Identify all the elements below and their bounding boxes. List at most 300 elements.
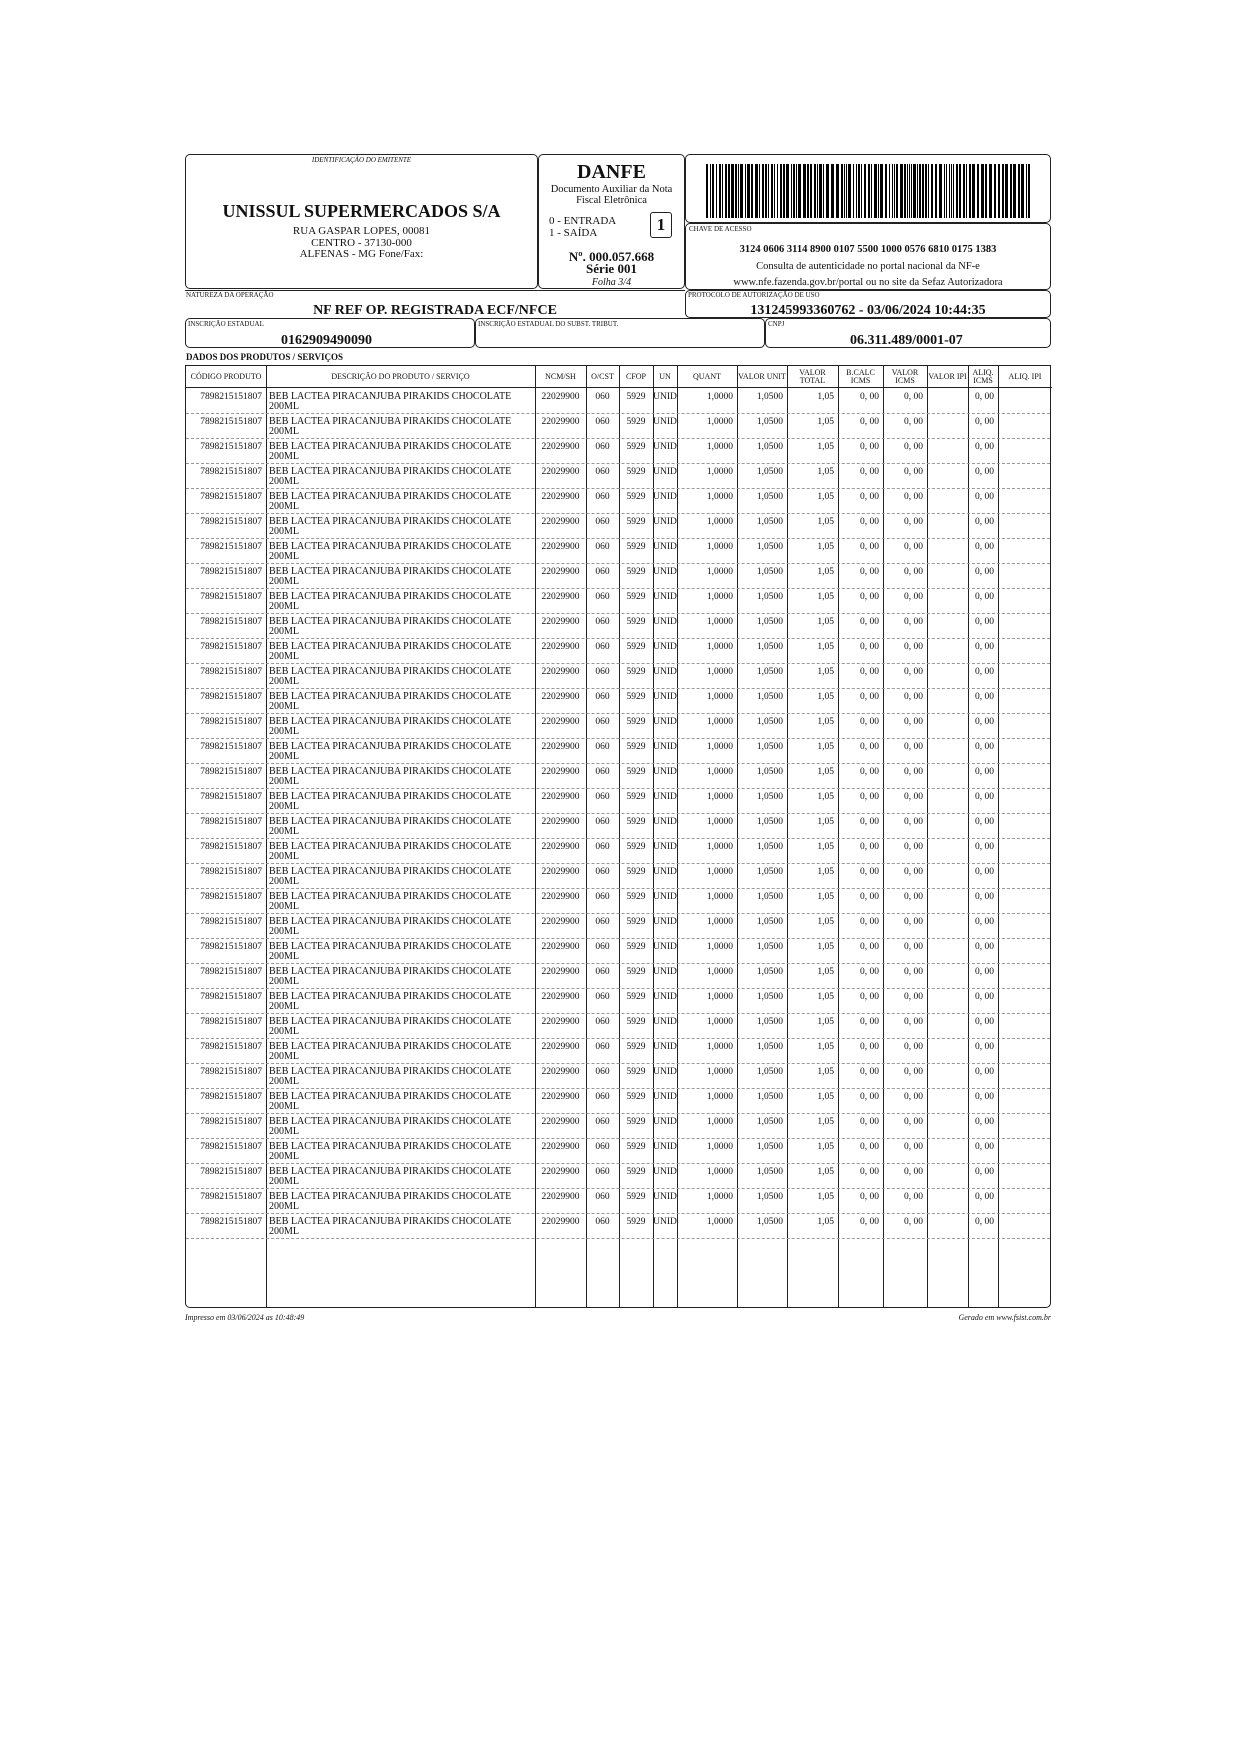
cell-cst: 060 — [595, 517, 610, 527]
table-row — [186, 438, 1050, 464]
cell-valor-total: 1,05 — [817, 667, 834, 677]
cell-valor-total: 1,05 — [817, 692, 834, 702]
cell-cfop: 5929 — [626, 392, 646, 402]
cell-bcalc-icms: 0, 00 — [860, 1117, 879, 1127]
cell-valor-unit: 1,0500 — [756, 1067, 783, 1077]
cell-valor-icms: 0, 00 — [904, 1217, 923, 1227]
cell-cfop: 5929 — [626, 1217, 646, 1227]
cell-descricao: BEB LACTEA PIRACANJUBA PIRAKIDS CHOCOLATE 200ML — [269, 1166, 512, 1187]
cell-cfop: 5929 — [626, 992, 646, 1002]
cell-aliq-icms: 0, 00 — [975, 867, 994, 877]
barcode-bar — [956, 164, 958, 218]
cell-ncm: 22029900 — [541, 1217, 580, 1227]
barcode-bar — [826, 164, 829, 218]
cell-descricao: BEB LACTEA PIRACANJUBA PIRAKIDS CHOCOLATE 200ML — [269, 616, 512, 637]
cell-quant: 1,0000 — [706, 742, 733, 752]
cell-descricao: BEB LACTEA PIRACANJUBA PIRAKIDS CHOCOLATE 200ML — [269, 441, 512, 462]
table-row — [186, 713, 1050, 739]
cell-codigo: 7898215151807 — [200, 792, 262, 802]
cell-codigo: 7898215151807 — [200, 1042, 262, 1052]
column-header: UN — [653, 366, 677, 388]
cell-bcalc-icms: 0, 00 — [860, 917, 879, 927]
cell-codigo: 7898215151807 — [200, 492, 262, 502]
cell-valor-unit: 1,0500 — [756, 642, 783, 652]
cell-un: UNID — [653, 1142, 677, 1152]
cell-bcalc-icms: 0, 00 — [860, 967, 879, 977]
cell-un: UNID — [653, 1192, 677, 1202]
cell-cst: 060 — [595, 992, 610, 1002]
barcode-bar — [844, 164, 845, 218]
barcode-bar — [900, 164, 903, 218]
table-row — [186, 1063, 1050, 1089]
barcode-bar — [922, 164, 924, 218]
emitente-box — [185, 154, 538, 289]
cell-un: UNID — [653, 1067, 677, 1077]
cell-codigo: 7898215151807 — [200, 442, 262, 452]
cell-cfop: 5929 — [626, 867, 646, 877]
cell-un: UNID — [653, 942, 677, 952]
cell-aliq-icms: 0, 00 — [975, 692, 994, 702]
cell-ncm: 22029900 — [541, 417, 580, 427]
cell-codigo: 7898215151807 — [200, 892, 262, 902]
cell-valor-icms: 0, 00 — [904, 992, 923, 1002]
cell-codigo: 7898215151807 — [200, 1092, 262, 1102]
cell-un: UNID — [653, 742, 677, 752]
cell-quant: 1,0000 — [706, 1217, 733, 1227]
cell-valor-icms: 0, 00 — [904, 1092, 923, 1102]
table-row — [186, 463, 1050, 489]
barcode-box — [685, 154, 1051, 223]
cell-valor-unit: 1,0500 — [756, 1117, 783, 1127]
cell-bcalc-icms: 0, 00 — [860, 842, 879, 852]
cell-cfop: 5929 — [626, 467, 646, 477]
barcode-bar — [765, 164, 767, 218]
cell-aliq-icms: 0, 00 — [975, 517, 994, 527]
cell-ncm: 22029900 — [541, 1167, 580, 1177]
company-address — [186, 226, 537, 261]
cell-bcalc-icms: 0, 00 — [860, 467, 879, 477]
column-header: ALIQ. IPI — [998, 366, 1052, 388]
cell-quant: 1,0000 — [706, 867, 733, 877]
cell-valor-total: 1,05 — [817, 542, 834, 552]
barcode-bar — [841, 164, 843, 218]
barcode-bar — [1028, 164, 1030, 218]
cell-valor-icms: 0, 00 — [904, 967, 923, 977]
protocolo-value: 131245993360762 - 03/06/2024 10:44:35 — [750, 303, 986, 318]
cell-ncm: 22029900 — [541, 392, 580, 402]
cell-un: UNID — [653, 1042, 677, 1052]
cell-ncm: 22029900 — [541, 1117, 580, 1127]
cell-codigo: 7898215151807 — [200, 1067, 262, 1077]
barcode-bar — [969, 164, 971, 218]
cell-quant: 1,0000 — [706, 1042, 733, 1052]
cell-cst: 060 — [595, 392, 610, 402]
cell-codigo: 7898215151807 — [200, 767, 262, 777]
cell-valor-icms: 0, 00 — [904, 1067, 923, 1077]
cell-cst: 060 — [595, 1217, 610, 1227]
cell-un: UNID — [653, 667, 677, 677]
cell-valor-unit: 1,0500 — [756, 517, 783, 527]
column-header: CÓDIGO PRODUTO — [186, 366, 266, 388]
cell-valor-icms: 0, 00 — [904, 917, 923, 927]
cell-codigo: 7898215151807 — [200, 517, 262, 527]
table-row — [186, 1113, 1050, 1139]
table-row — [186, 1163, 1050, 1189]
cell-un: UNID — [653, 717, 677, 727]
cell-quant: 1,0000 — [706, 542, 733, 552]
cell-valor-total: 1,05 — [817, 592, 834, 602]
barcode-bar — [783, 164, 785, 218]
cell-cst: 060 — [595, 1092, 610, 1102]
cell-ncm: 22029900 — [541, 642, 580, 652]
cell-bcalc-icms: 0, 00 — [860, 517, 879, 527]
entrada-label: 0 - ENTRADA — [549, 215, 617, 227]
barcode-bar — [751, 164, 753, 218]
natureza-box — [185, 290, 685, 318]
cell-bcalc-icms: 0, 00 — [860, 817, 879, 827]
protocolo-box — [685, 290, 1051, 318]
barcode-bar — [1021, 164, 1024, 218]
cell-valor-total: 1,05 — [817, 1167, 834, 1177]
cell-quant: 1,0000 — [706, 992, 733, 1002]
cell-descricao: BEB LACTEA PIRACANJUBA PIRAKIDS CHOCOLATE 200ML — [269, 666, 512, 687]
cell-valor-unit: 1,0500 — [756, 617, 783, 627]
barcode-bar — [917, 164, 918, 218]
barcode-bar — [894, 164, 895, 218]
cell-descricao: BEB LACTEA PIRACANJUBA PIRAKIDS CHOCOLATE 200ML — [269, 816, 512, 837]
cell-aliq-icms: 0, 00 — [975, 842, 994, 852]
cell-valor-unit: 1,0500 — [756, 1042, 783, 1052]
cell-bcalc-icms: 0, 00 — [860, 1192, 879, 1202]
cell-valor-icms: 0, 00 — [904, 667, 923, 677]
cell-codigo: 7898215151807 — [200, 817, 262, 827]
barcode-bar — [946, 164, 947, 218]
cell-quant: 1,0000 — [706, 1067, 733, 1077]
cell-codigo: 7898215151807 — [200, 992, 262, 1002]
chave-value: 3124 0606 3114 8900 0107 5500 1000 0576 6810 0175 1383 — [739, 244, 997, 255]
inscricao-st-caption: INSCRIÇÃO ESTADUAL DO SUBST. TRIBUT. — [478, 320, 619, 328]
cell-valor-icms: 0, 00 — [904, 692, 923, 702]
barcode-bar — [994, 164, 996, 218]
cell-descricao: BEB LACTEA PIRACANJUBA PIRAKIDS CHOCOLATE 200ML — [269, 516, 512, 537]
cell-bcalc-icms: 0, 00 — [860, 792, 879, 802]
barcode-bar — [913, 164, 916, 218]
cell-valor-total: 1,05 — [817, 617, 834, 627]
impresso-em: Impresso em 03/06/2024 as 10:48:49 — [185, 1313, 305, 1322]
table-row — [186, 1138, 1050, 1164]
cell-quant: 1,0000 — [706, 717, 733, 727]
cell-valor-unit: 1,0500 — [756, 767, 783, 777]
cell-descricao: BEB LACTEA PIRACANJUBA PIRAKIDS CHOCOLATE 200ML — [269, 1091, 512, 1112]
table-row — [186, 538, 1050, 564]
cell-valor-icms: 0, 00 — [904, 617, 923, 627]
cell-valor-icms: 0, 00 — [904, 1017, 923, 1027]
cell-descricao: BEB LACTEA PIRACANJUBA PIRAKIDS CHOCOLATE 200ML — [269, 741, 512, 762]
cell-valor-unit: 1,0500 — [756, 867, 783, 877]
cell-aliq-icms: 0, 00 — [975, 717, 994, 727]
cell-un: UNID — [653, 592, 677, 602]
cell-bcalc-icms: 0, 00 — [860, 992, 879, 1002]
cell-valor-total: 1,05 — [817, 1092, 834, 1102]
cell-quant: 1,0000 — [706, 942, 733, 952]
cell-valor-total: 1,05 — [817, 1142, 834, 1152]
cell-codigo: 7898215151807 — [200, 542, 262, 552]
table-row — [186, 1088, 1050, 1114]
barcode-bar — [759, 164, 760, 218]
cell-aliq-icms: 0, 00 — [975, 1192, 994, 1202]
barcode-bar — [904, 164, 906, 218]
cell-valor-icms: 0, 00 — [904, 567, 923, 577]
cell-cst: 060 — [595, 717, 610, 727]
cell-valor-icms: 0, 00 — [904, 1192, 923, 1202]
cell-bcalc-icms: 0, 00 — [860, 742, 879, 752]
barcode-bar — [981, 164, 984, 218]
barcode-bar — [928, 164, 929, 218]
cell-descricao: BEB LACTEA PIRACANJUBA PIRAKIDS CHOCOLATE 200ML — [269, 716, 512, 737]
table-row — [186, 563, 1050, 589]
cell-bcalc-icms: 0, 00 — [860, 642, 879, 652]
table-row — [186, 513, 1050, 539]
barcode-bar — [712, 164, 714, 218]
cell-ncm: 22029900 — [541, 817, 580, 827]
cell-bcalc-icms: 0, 00 — [860, 392, 879, 402]
cell-valor-unit: 1,0500 — [756, 1017, 783, 1027]
cell-valor-icms: 0, 00 — [904, 867, 923, 877]
cell-aliq-icms: 0, 00 — [975, 792, 994, 802]
cell-cfop: 5929 — [626, 417, 646, 427]
cell-un: UNID — [653, 1167, 677, 1177]
cell-codigo: 7898215151807 — [200, 592, 262, 602]
barcode-bar — [1010, 164, 1012, 218]
barcode-bar — [878, 164, 879, 218]
cell-codigo: 7898215151807 — [200, 1167, 262, 1177]
cell-aliq-icms: 0, 00 — [975, 742, 994, 752]
cell-codigo: 7898215151807 — [200, 467, 262, 477]
cell-bcalc-icms: 0, 00 — [860, 1042, 879, 1052]
cell-un: UNID — [653, 1092, 677, 1102]
barcode-bar — [1002, 164, 1004, 218]
cell-ncm: 22029900 — [541, 1017, 580, 1027]
barcode-bar — [747, 164, 750, 218]
cell-valor-total: 1,05 — [817, 942, 834, 952]
cell-ncm: 22029900 — [541, 1192, 580, 1202]
cell-valor-total: 1,05 — [817, 417, 834, 427]
barcode-bar — [1018, 164, 1020, 218]
cell-cfop: 5929 — [626, 1192, 646, 1202]
cell-valor-unit: 1,0500 — [756, 817, 783, 827]
folha-label: Folha 3/4 — [591, 277, 632, 288]
danfe-subtitle-line-1: Documento Auxiliar da Nota — [550, 184, 673, 195]
cell-bcalc-icms: 0, 00 — [860, 617, 879, 627]
cell-cfop: 5929 — [626, 542, 646, 552]
cell-valor-icms: 0, 00 — [904, 517, 923, 527]
barcode-bar — [823, 164, 824, 218]
cell-valor-icms: 0, 00 — [904, 642, 923, 652]
cell-valor-unit: 1,0500 — [756, 892, 783, 902]
protocolo-caption: PROTOCOLO DE AUTORIZAÇÃO DE USO — [688, 291, 820, 299]
cnpj-caption: CNPJ — [768, 320, 785, 328]
cell-bcalc-icms: 0, 00 — [860, 717, 879, 727]
cell-un: UNID — [653, 617, 677, 627]
cell-quant: 1,0000 — [706, 592, 733, 602]
cell-valor-total: 1,05 — [817, 1192, 834, 1202]
cell-aliq-icms: 0, 00 — [975, 942, 994, 952]
nota-numero — [539, 251, 684, 275]
cell-valor-unit: 1,0500 — [756, 742, 783, 752]
barcode-bar — [735, 164, 737, 218]
cell-valor-total: 1,05 — [817, 917, 834, 927]
cell-valor-unit: 1,0500 — [756, 542, 783, 552]
cell-quant: 1,0000 — [706, 517, 733, 527]
cell-aliq-icms: 0, 00 — [975, 892, 994, 902]
barcode-bar — [977, 164, 979, 218]
barcode-bar — [1013, 164, 1016, 218]
barcode-bar — [796, 164, 797, 218]
cell-codigo: 7898215151807 — [200, 642, 262, 652]
cell-codigo: 7898215151807 — [200, 1017, 262, 1027]
barcode-bar — [814, 164, 816, 218]
barcode-bar — [874, 164, 877, 218]
cell-ncm: 22029900 — [541, 967, 580, 977]
cell-descricao: BEB LACTEA PIRACANJUBA PIRAKIDS CHOCOLATE 200ML — [269, 691, 512, 712]
cell-valor-unit: 1,0500 — [756, 667, 783, 677]
cell-valor-icms: 0, 00 — [904, 1042, 923, 1052]
cell-cfop: 5929 — [626, 1067, 646, 1077]
table-row — [186, 963, 1050, 989]
cell-cfop: 5929 — [626, 1167, 646, 1177]
cell-aliq-icms: 0, 00 — [975, 542, 994, 552]
cell-ncm: 22029900 — [541, 717, 580, 727]
saida-label: 1 - SAÍDA — [549, 226, 598, 239]
cell-codigo: 7898215151807 — [200, 692, 262, 702]
natureza-value: NF REF OP. REGISTRADA ECF/NFCE — [313, 303, 557, 318]
cell-descricao: BEB LACTEA PIRACANJUBA PIRAKIDS CHOCOLATE 200ML — [269, 791, 512, 812]
cell-aliq-icms: 0, 00 — [975, 1142, 994, 1152]
cell-cfop: 5929 — [626, 1092, 646, 1102]
cell-cfop: 5929 — [626, 517, 646, 527]
cell-valor-icms: 0, 00 — [904, 717, 923, 727]
cell-cst: 060 — [595, 767, 610, 777]
cell-descricao: BEB LACTEA PIRACANJUBA PIRAKIDS CHOCOLATE 200ML — [269, 941, 512, 962]
barcode-bar — [791, 164, 792, 218]
cell-valor-icms: 0, 00 — [904, 742, 923, 752]
barcode-bar — [780, 164, 782, 218]
cell-bcalc-icms: 0, 00 — [860, 567, 879, 577]
cell-un: UNID — [653, 1217, 677, 1227]
cell-valor-total: 1,05 — [817, 1117, 834, 1127]
cell-valor-unit: 1,0500 — [756, 992, 783, 1002]
cell-un: UNID — [653, 967, 677, 977]
cell-cst: 060 — [595, 1192, 610, 1202]
cell-valor-icms: 0, 00 — [904, 792, 923, 802]
barcode-bar — [810, 164, 812, 218]
barcode-bar — [909, 164, 910, 218]
cell-cst: 060 — [595, 867, 610, 877]
barcode-bar — [998, 164, 1000, 218]
cell-descricao: BEB LACTEA PIRACANJUBA PIRAKIDS CHOCOLATE 200ML — [269, 1191, 512, 1212]
cell-ncm: 22029900 — [541, 867, 580, 877]
cell-descricao: BEB LACTEA PIRACANJUBA PIRAKIDS CHOCOLATE 200ML — [269, 1016, 512, 1037]
barcode-bar — [745, 164, 746, 218]
barcode-bar — [774, 164, 775, 218]
cell-cfop: 5929 — [626, 717, 646, 727]
cell-valor-unit: 1,0500 — [756, 442, 783, 452]
cell-valor-unit: 1,0500 — [756, 392, 783, 402]
cell-aliq-icms: 0, 00 — [975, 917, 994, 927]
cell-cst: 060 — [595, 742, 610, 752]
barcode-bar — [985, 164, 987, 218]
barcode-bar — [768, 164, 769, 218]
cell-cst: 060 — [595, 1167, 610, 1177]
cell-ncm: 22029900 — [541, 917, 580, 927]
cell-cfop: 5929 — [626, 592, 646, 602]
cell-valor-unit: 1,0500 — [756, 967, 783, 977]
consulta-line-1: Consulta de autenticidade no portal nacional da NF-e — [756, 261, 980, 272]
cell-codigo: 7898215151807 — [200, 667, 262, 677]
cell-descricao: BEB LACTEA PIRACANJUBA PIRAKIDS CHOCOLATE 200ML — [269, 766, 512, 787]
column-header: VALOR ICMS — [883, 366, 927, 388]
cell-aliq-icms: 0, 00 — [975, 492, 994, 502]
cell-ncm: 22029900 — [541, 1067, 580, 1077]
cell-valor-total: 1,05 — [817, 967, 834, 977]
barcode-bar — [798, 164, 801, 218]
cell-quant: 1,0000 — [706, 917, 733, 927]
barcode-bar — [719, 164, 721, 218]
cell-descricao: BEB LACTEA PIRACANJUBA PIRAKIDS CHOCOLATE 200ML — [269, 1141, 512, 1162]
cell-cst: 060 — [595, 467, 610, 477]
cell-valor-unit: 1,0500 — [756, 692, 783, 702]
cell-descricao: BEB LACTEA PIRACANJUBA PIRAKIDS CHOCOLATE 200ML — [269, 991, 512, 1012]
cell-cst: 060 — [595, 792, 610, 802]
barcode-bar — [771, 164, 773, 218]
cell-valor-icms: 0, 00 — [904, 542, 923, 552]
cell-valor-total: 1,05 — [817, 1217, 834, 1227]
cell-cfop: 5929 — [626, 742, 646, 752]
cell-codigo: 7898215151807 — [200, 617, 262, 627]
cell-quant: 1,0000 — [706, 567, 733, 577]
barcode-bar — [858, 164, 860, 218]
cell-descricao: BEB LACTEA PIRACANJUBA PIRAKIDS CHOCOLATE 200ML — [269, 1116, 512, 1137]
cell-cfop: 5929 — [626, 1142, 646, 1152]
address-line-1: RUA GASPAR LOPES, 00081 — [292, 225, 431, 237]
cell-quant: 1,0000 — [706, 817, 733, 827]
danfe-box — [538, 154, 685, 289]
cell-aliq-icms: 0, 00 — [975, 967, 994, 977]
barcode-bar — [889, 164, 890, 218]
barcode-bar — [864, 164, 866, 218]
address-line-3: ALFENAS - MG Fone/Fax: — [299, 248, 424, 260]
cell-un: UNID — [653, 792, 677, 802]
cell-cst: 060 — [595, 1142, 610, 1152]
cell-descricao: BEB LACTEA PIRACANJUBA PIRAKIDS CHOCOLATE 200ML — [269, 466, 512, 487]
cell-valor-total: 1,05 — [817, 992, 834, 1002]
cell-quant: 1,0000 — [706, 442, 733, 452]
cell-bcalc-icms: 0, 00 — [860, 1017, 879, 1027]
cell-codigo: 7898215151807 — [200, 917, 262, 927]
cell-bcalc-icms: 0, 00 — [860, 942, 879, 952]
barcode-bar — [1026, 164, 1027, 218]
cell-aliq-icms: 0, 00 — [975, 992, 994, 1002]
cell-valor-unit: 1,0500 — [756, 917, 783, 927]
numero-label: Nº. 000.057.668 — [568, 249, 655, 264]
produtos-section-title: DADOS DOS PRODUTOS / SERVIÇOS — [186, 352, 344, 362]
column-header: O/CST — [586, 366, 619, 388]
table-row — [186, 988, 1050, 1014]
cell-codigo: 7898215151807 — [200, 867, 262, 877]
cell-cst: 060 — [595, 617, 610, 627]
cell-valor-total: 1,05 — [817, 742, 834, 752]
table-row — [186, 763, 1050, 789]
